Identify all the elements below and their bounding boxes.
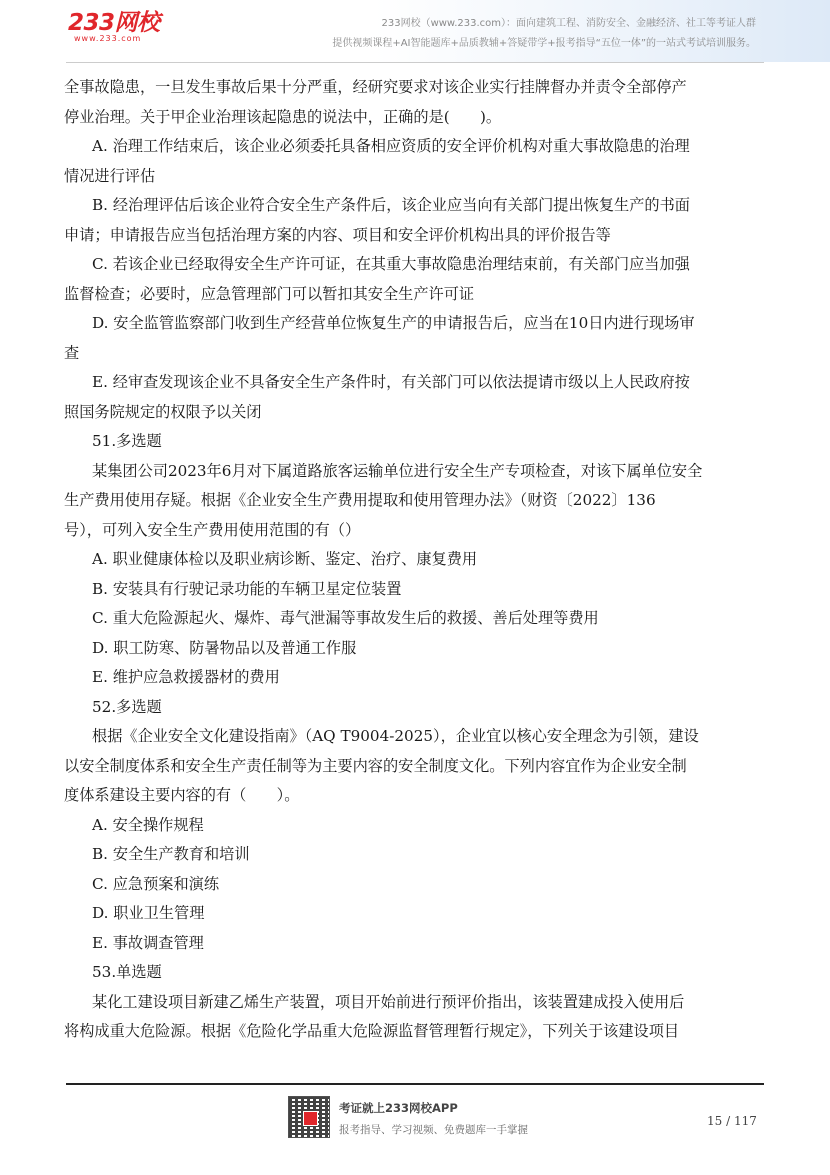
text-line: 生产费用使用存疑。根据《企业安全生产费用提取和使用管理办法》（财资〔2022〕136 (64, 491, 656, 509)
text-line: 全事故隐患，一旦发生事故后果十分严重，经研究要求对该企业实行挂牌督办并责令全部停产 (64, 78, 687, 96)
page-header (0, 0, 830, 62)
site-logo[interactable] (68, 10, 160, 43)
question-heading: 52.多选题 (92, 697, 162, 716)
text-line: 以安全制度体系和安全生产责任制等为主要内容的安全制度文化。下列内容宜作为企业安全制 (64, 756, 687, 775)
option-line: E. 经审查发现该企业不具备安全生产条件时，有关部门可以依法提请市级以上人民政府按 (92, 373, 690, 391)
question-stem: 某集团公司2023年6月对下属道路旅客运输单位进行安全生产专项检查，对该下属单位安全 (92, 461, 703, 480)
option-line: C. 重大危险源起火、爆炸、毒气泄漏等事故发生后的救援、善后处理等费用 (92, 609, 599, 627)
question-stem: 根据《企业安全文化建设指南》（AQ T9004-2025），企业宜以核心安全理念为引领，建设 (92, 727, 699, 745)
option-line: E. 维护应急救援器材的费用 (92, 668, 280, 686)
text-line: 停业治理。关于甲企业治理该起隐患的说法中，正确的是( )。 (64, 107, 502, 126)
footer-app-title[interactable]: 考证就上233网校APP (339, 1101, 458, 1115)
page-number: 15 / 117 (707, 1114, 757, 1128)
option-line: A. 安全操作规程 (92, 815, 204, 834)
option-line: A. 职业健康体检以及职业病诊断、鉴定、治疗、康复费用 (92, 550, 478, 568)
text-line: 情况进行评估 (64, 166, 156, 185)
document-body (64, 73, 770, 1047)
option-line: C. 应急预案和演练 (92, 874, 220, 893)
question-stem: 某化工建设项目新建乙烯生产装置，项目开始前进行预评价指出，该装置建成投入使用后 (92, 992, 685, 1011)
slogan-line-1: 233网校（www.233.com）：面向建筑工程、消防安全、金融经济、社工等考证人群 (381, 18, 756, 29)
option-line: B. 安全生产教育和培训 (92, 845, 250, 863)
option-line: D. 安全监管监察部门收到生产经营单位恢复生产的申请报告后，应当在10日内进行现场审 (92, 314, 695, 332)
slogan-line-2: 提供视频课程+AI智能题库+品质教辅+答疑带学+报考指导“五位一体”的一站式考试培训服务。 (332, 38, 756, 49)
option-line: B. 经治理评估后该企业符合安全生产条件后，该企业应当向有关部门提出恢复生产的书面 (92, 196, 690, 214)
header-divider (66, 62, 764, 63)
text-line: 申请；申请报告应当包括治理方案的内容、项目和安全评价机构出具的评价报告等 (64, 225, 611, 244)
question-heading: 51.多选题 (92, 432, 162, 450)
option-line: D. 职工防寒、防暑物品以及普通工作服 (92, 638, 357, 657)
footer-divider (66, 1083, 764, 1085)
logo-main-text: 233网校 (68, 10, 160, 36)
text-line: 度体系建设主要内容的有（ ）。 (64, 786, 300, 804)
option-line: C. 若该企业已经取得安全生产许可证，在其重大事故隐患治理结束前，有关部门应当加强 (92, 255, 690, 273)
logo-url-text: www.233.com (74, 34, 142, 43)
qr-logo-icon (303, 1111, 318, 1126)
option-line: E. 事故调查管理 (92, 933, 204, 952)
footer-app-subtitle: 报考指导、学习视频、免费题库一手掌握 (339, 1124, 528, 1136)
text-line: 号），可列入安全生产费用使用范围的有（） (64, 520, 361, 539)
question-heading: 53.单选题 (92, 963, 162, 981)
header-slogan (296, 14, 756, 54)
text-line: 查 (64, 343, 80, 362)
option-line: B. 安装具有行驶记录功能的车辆卫星定位装置 (92, 579, 402, 598)
text-line: 监督检查；必要时，应急管理部门可以暂扣其安全生产许可证 (64, 284, 475, 303)
text-line: 照国务院规定的权限予以关闭 (64, 402, 262, 421)
option-line: A. 治理工作结束后，该企业必须委托具备相应资质的安全评价机构对重大事故隐患的治理 (92, 137, 690, 155)
option-line: D. 职业卫生管理 (92, 904, 205, 922)
text-line: 将构成重大危险源。根据《危险化学品重大危险源监督管理暂行规定》，下列关于该建设项目 (64, 1022, 680, 1040)
